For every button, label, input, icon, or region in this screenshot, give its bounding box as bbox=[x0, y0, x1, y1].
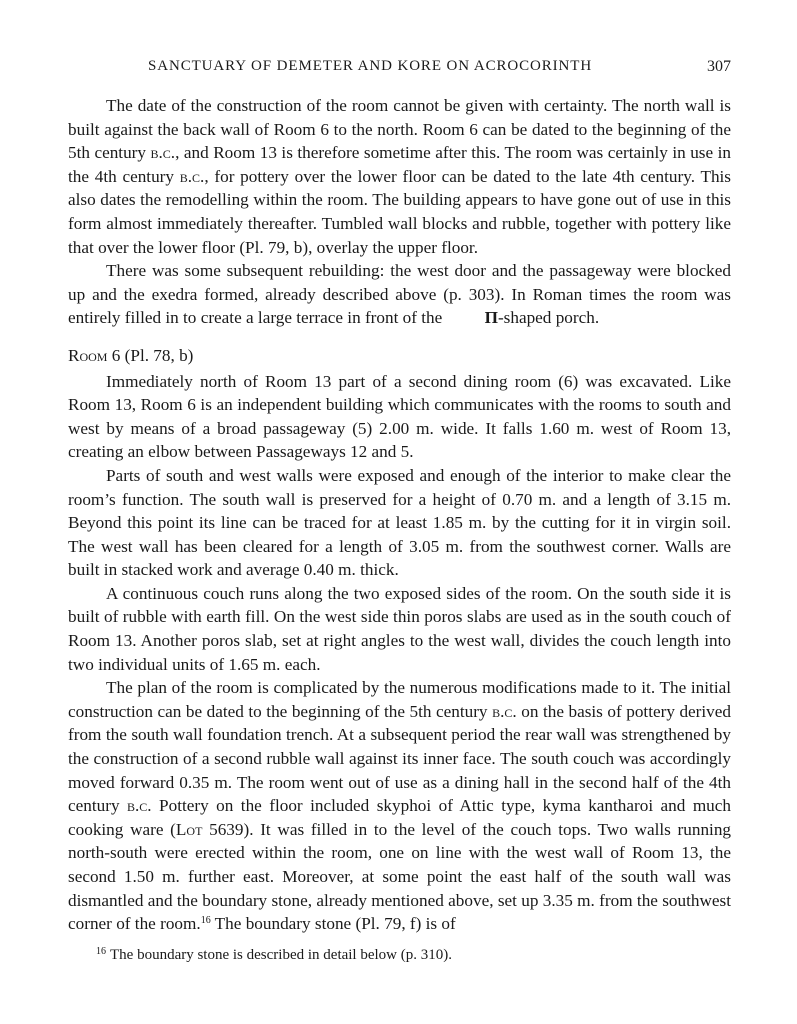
text-run: -shaped porch. bbox=[497, 308, 600, 328]
text-run: The plan of the room is complicated by the numerous modifications made to it. The initial construction can be dated to the beginning of the 5th century bbox=[68, 678, 731, 721]
paragraph bbox=[68, 94, 731, 259]
running-head bbox=[68, 58, 731, 80]
text-run: , for pottery over the lower floor can be dated to the late 4th century. This also dates the remodelling within the room. The building appears to have gone out of use in this form almost immediately thereafter. Tumbled wall blocks and rubble, together with pottery like that over the lower floor (Pl. 79, b), overlay the upper floor. bbox=[68, 166, 731, 257]
section-heading bbox=[68, 344, 731, 368]
small-caps-text: b.c. bbox=[179, 166, 205, 186]
footnote-ref: 16 bbox=[200, 915, 211, 927]
small-caps-text: b.c. bbox=[150, 143, 176, 163]
footnote-text: The boundary stone is described in detail below (p. 310). bbox=[110, 947, 452, 963]
paragraph bbox=[68, 582, 731, 676]
running-head-title: SANCTUARY OF DEMETER AND KORE ON ACROCORINTH bbox=[148, 58, 593, 74]
paragraph bbox=[68, 370, 731, 464]
text-run: 6 (Pl. 78, b) bbox=[107, 345, 194, 365]
paragraph bbox=[68, 259, 731, 330]
footnote-marker: 16 bbox=[96, 946, 106, 957]
text-run: Pottery on the floor included skyphoi of Attic type, kyma kantharoi and much cooking ware ( bbox=[68, 796, 732, 839]
text-run: The boundary stone (Pl. 79, f) is of bbox=[210, 914, 456, 934]
paragraph bbox=[68, 676, 731, 936]
small-caps-text: Room bbox=[68, 345, 108, 365]
footnote bbox=[96, 942, 716, 965]
paragraph bbox=[68, 464, 731, 582]
gamma-symbol: Π bbox=[484, 308, 498, 328]
text-run: 5639). It was filled in to the level of the couch tops. Two walls running north-south were erected within the room, one on line with the west wall of Room 13, the second 1.50 m. further east. Moreover, at some point the east half of the south wall was dismantled and the boundary stone, already mentioned above, set up 3.35 m. from the southwest corner of the room. bbox=[68, 819, 732, 934]
text-run: on the basis of pottery derived from the south wall foundation trench. At a subsequent period the rear wall was strengthened by the construction of a second rubble wall against its inner face. The south couch was accordingly moved forward 0.35 m. The room went out of use as a dining hall in the second half of the 4th century bbox=[68, 701, 731, 816]
page-number: 307 bbox=[707, 58, 731, 75]
text-run: The date of the construction of the room cannot be given with certainty. The north wall is built against the back wall of Room 6 to the north. Room 6 can be dated to the beginning of the 5th century bbox=[68, 96, 731, 163]
text-run: Immediately north of Room 13 part of a second dining room (6) was excavated. Like Room 13, Room 6 is an independent building which communicates with the rooms to south and west by means of a broad passageway (5) 2.00 m. wide. It falls 1.60 m. west of Room 13, creating an elbow between Passageways 12 and 5. bbox=[68, 371, 731, 462]
text-run: A continuous couch runs along the two exposed sides of the room. On the south side it is built of rubble with earth fill. On the west side thin poros slabs are used as in the south couch of Room 13. Another poros slab, set at right angles to the west wall, divides the couch length into two individual units of 1.65 m. each. bbox=[68, 583, 731, 674]
text-run: , and Room 13 is therefore sometime after this. The room was certainly in use in the 4th century bbox=[68, 143, 731, 186]
small-caps-text: Lot bbox=[175, 819, 203, 839]
small-caps-text: b.c. bbox=[492, 701, 517, 721]
text-run: Parts of south and west walls were exposed and enough of the interior to make clear the room’s function. The south wall is preserved for a height of 0.70 m. and a length of 3.15 m. Beyond this point its line can be traced for at least 1.85 m. by the cutting for it in virgin soil. The west wall has been cleared for a length of 3.05 m. from the southwest corner. Walls are built in stacked work and average 0.40 m. thick. bbox=[68, 465, 731, 580]
body-text bbox=[68, 94, 731, 936]
small-caps-text: b.c. bbox=[127, 796, 152, 816]
text-run: There was some subsequent rebuilding: the west door and the passageway were blocked up and the exedra formed, already described above (p. 303). In Roman times the room was entirely filled in to create a large terrace in front of the bbox=[68, 261, 731, 328]
